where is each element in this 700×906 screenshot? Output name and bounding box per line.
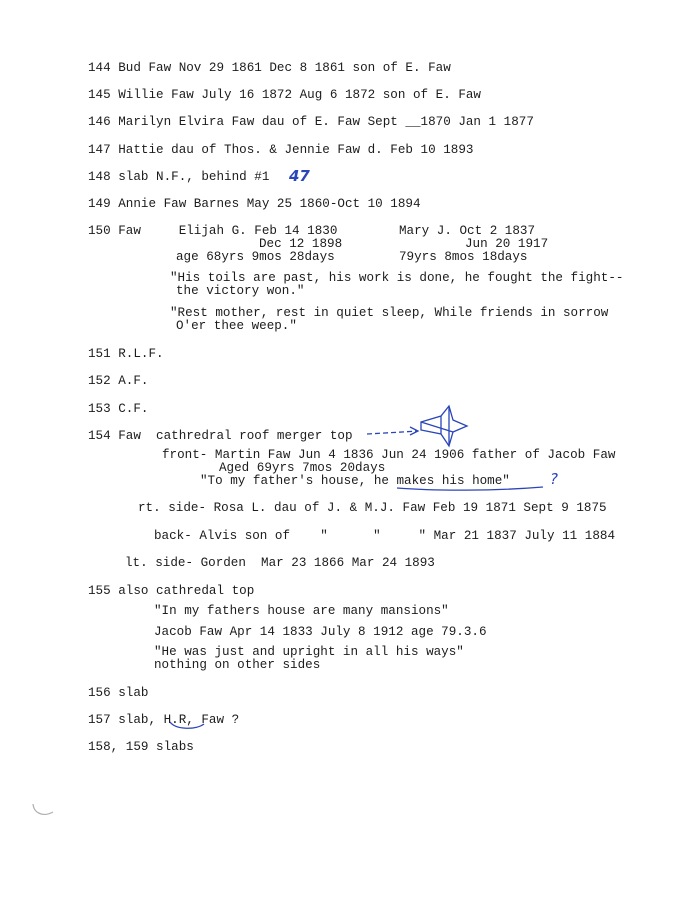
- front-age: Aged 69yrs 7mos 20days: [219, 461, 386, 475]
- handwritten-question-mark: ?: [550, 470, 558, 488]
- entry-153: 153 C.F.: [88, 402, 149, 416]
- entry-158-159: 158, 159 slabs: [88, 740, 194, 754]
- paper-punch-mark: [30, 800, 56, 820]
- right-side-inscription: rt. side- Rosa L. dau of J. & M.J. Faw Feb 19 1871 Sept 9 1875: [138, 501, 607, 515]
- entry-145: 145 Willie Faw July 16 1872 Aug 6 1872 son of E. Faw: [88, 88, 481, 102]
- entry-155-note: nothing on other sides: [154, 658, 321, 672]
- front-epitaph: "To my father's house, he makes his home": [200, 474, 510, 488]
- entry-146: 146 Marilyn Elvira Faw dau of E. Faw Sept __1870 Jan 1 1877: [88, 115, 534, 129]
- entry-150-death: Dec 12 1898: [259, 237, 343, 251]
- entry-147: 147 Hattie dau of Thos. & Jennie Faw d. Feb 10 1893: [88, 143, 474, 157]
- entry-150: 150 Faw Elijah G. Feb 14 1830: [88, 224, 338, 238]
- epitaph-line: "In my fathers house are many mansions": [154, 604, 449, 618]
- entry-156: 156 slab: [88, 686, 149, 700]
- entry-152: 152 A.F.: [88, 374, 149, 388]
- epitaph-line: O'er thee weep.": [176, 319, 297, 333]
- back-inscription: back- Alvis son of " " " Mar 21 1837 July 11 1884: [154, 529, 616, 543]
- entry-150-spouse-age: 79yrs 8mos 18days: [399, 250, 528, 264]
- entry-154: 154 Faw cathredral roof merger top: [88, 429, 353, 443]
- handwritten-ref-number: 47: [289, 167, 310, 185]
- epitaph-line: the victory won.": [176, 284, 305, 298]
- entry-150-age: age 68yrs 9mos 28days: [176, 250, 335, 264]
- entry-150-spouse: Mary J. Oct 2 1837: [399, 224, 536, 238]
- entry-155: 155 also cathredal top: [88, 584, 255, 598]
- epitaph-line: "Rest mother, rest in quiet sleep, While friends in sorrow: [170, 306, 609, 320]
- entry-149: 149 Annie Faw Barnes May 25 1860-Oct 10 1894: [88, 197, 421, 211]
- roof-sketch-drawing: [365, 402, 475, 452]
- left-side-inscription: lt. side- Gorden Mar 23 1866 Mar 24 1893: [125, 556, 435, 570]
- entry-148: 148 slab N.F., behind #1: [88, 170, 270, 184]
- epitaph-line: "His toils are past, his work is done, he fought the fight--: [170, 271, 624, 285]
- epitaph-line: "He was just and upright in all his ways": [154, 645, 464, 659]
- underline-mark: [168, 718, 208, 732]
- front-inscription: front- Martin Faw Jun 4 1836 Jun 24 1906 father of Jacob Faw: [162, 448, 616, 462]
- entry-155-name: Jacob Faw Apr 14 1833 July 8 1912 age 79.3.6: [154, 625, 487, 639]
- underline-mark: [395, 482, 555, 494]
- entry-150-spouse-death: Jun 20 1917: [465, 237, 549, 251]
- entry-144: 144 Bud Faw Nov 29 1861 Dec 8 1861 son of E. Faw: [88, 61, 451, 75]
- entry-157: 157 slab, H.R, Faw ?: [88, 713, 240, 727]
- entry-151: 151 R.L.F.: [88, 347, 164, 361]
